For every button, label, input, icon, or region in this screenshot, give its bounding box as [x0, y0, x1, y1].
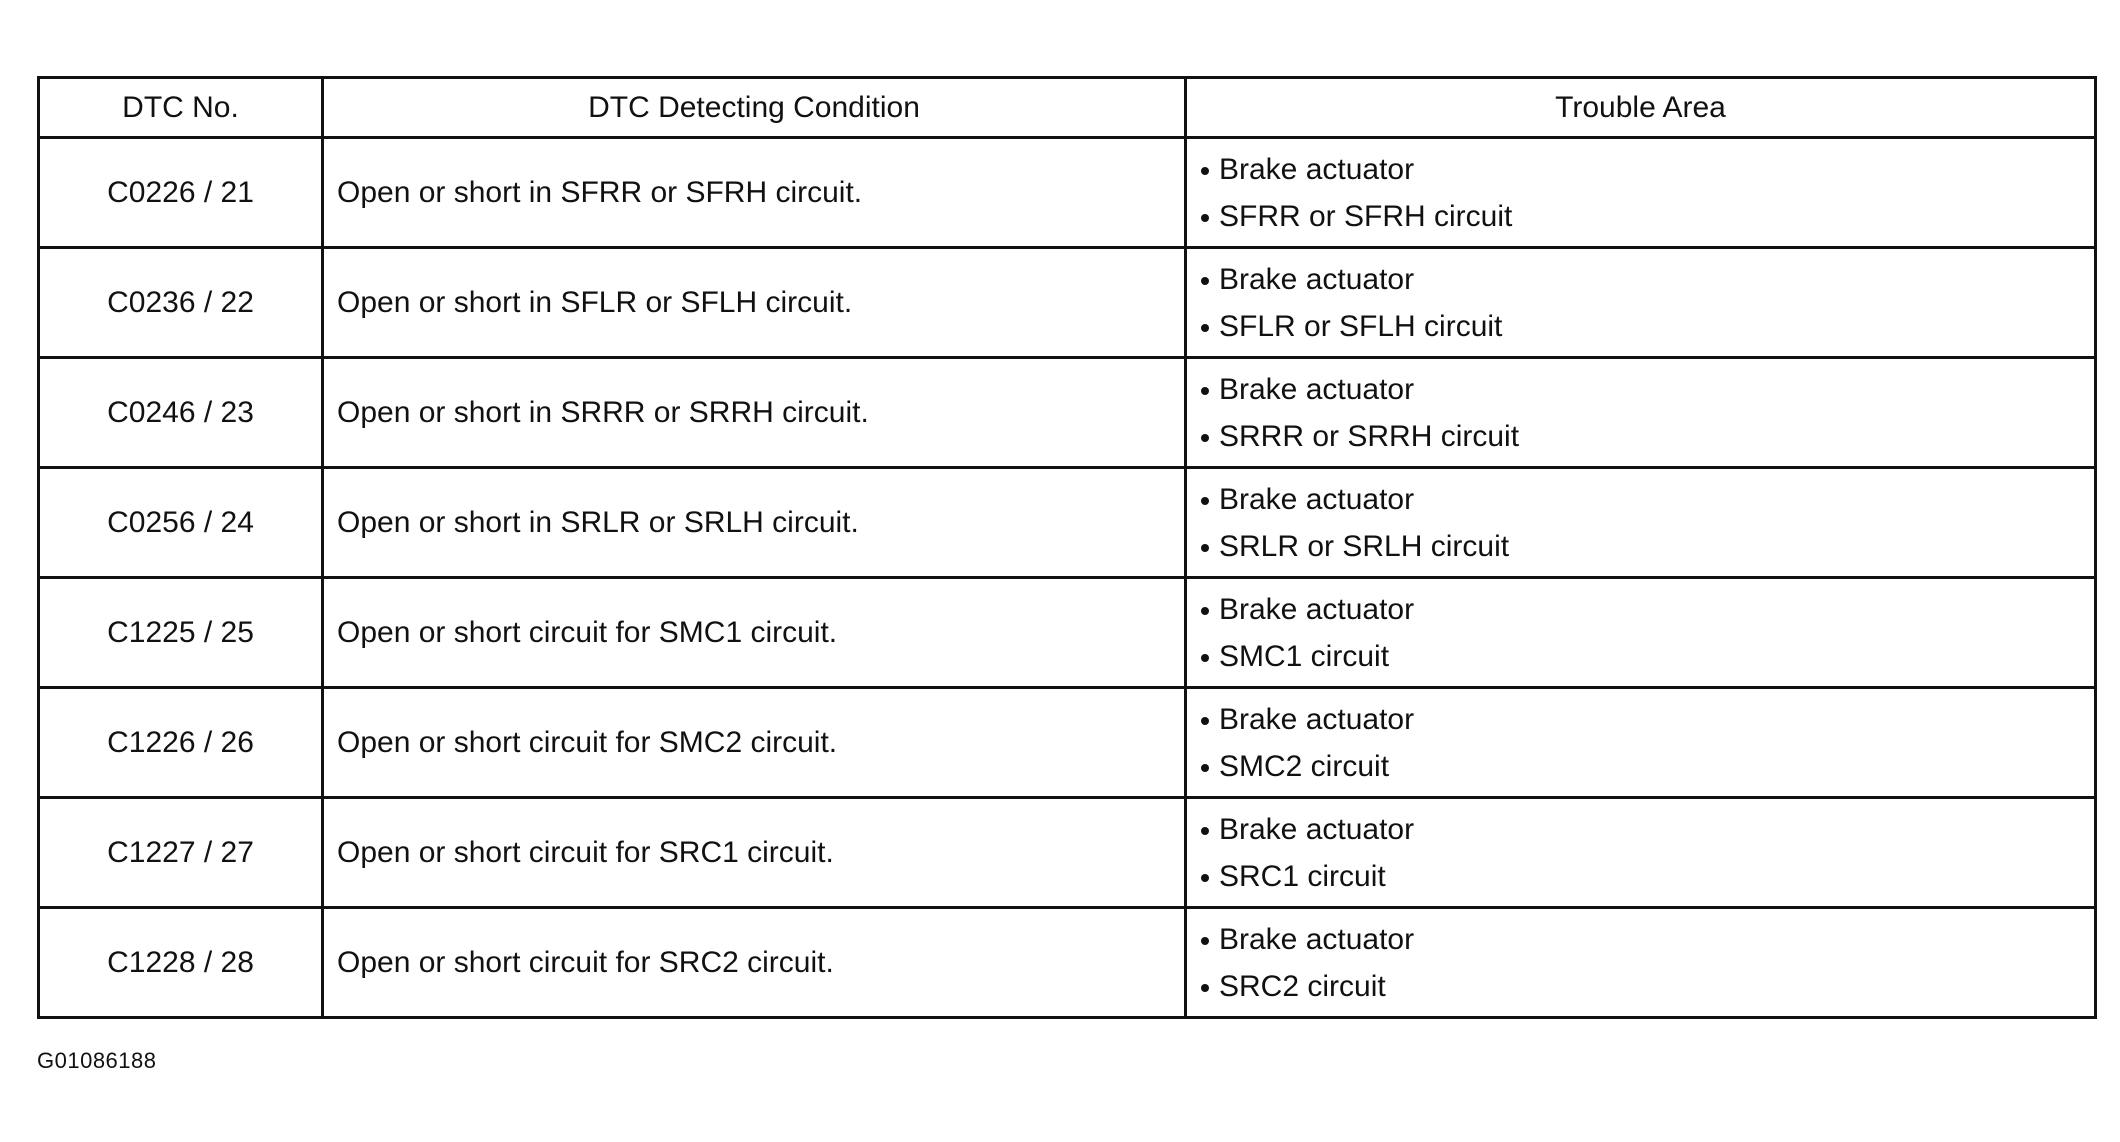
trouble-area-item: Brake actuator: [1199, 916, 2094, 963]
table-row: [39, 578, 2096, 688]
trouble-area-item: Brake actuator: [1199, 806, 2094, 853]
trouble-area-item: SMC2 circuit: [1199, 743, 2094, 790]
trouble-area-list: [1199, 256, 2094, 350]
trouble-area-item: SRC1 circuit: [1199, 853, 2094, 900]
dtc-number-cell: C0256 / 24: [39, 468, 323, 578]
trouble-area-item: SRC2 circuit: [1199, 963, 2094, 1010]
header-trouble-area: Trouble Area: [1186, 78, 2096, 138]
trouble-area-item: SRRR or SRRH circuit: [1199, 413, 2094, 460]
dtc-table: [37, 76, 2097, 1019]
trouble-area-list: [1199, 586, 2094, 680]
detecting-condition-cell: Open or short in SFLR or SFLH circuit.: [323, 248, 1186, 358]
table-row: [39, 688, 2096, 798]
detecting-condition-cell: Open or short circuit for SRC1 circuit.: [323, 798, 1186, 908]
trouble-area-list: [1199, 916, 2094, 1010]
table-row: [39, 468, 2096, 578]
table-row: [39, 248, 2096, 358]
trouble-area-item: SMC1 circuit: [1199, 633, 2094, 680]
trouble-area-list: [1199, 146, 2094, 240]
detecting-condition-cell: Open or short in SRLR or SRLH circuit.: [323, 468, 1186, 578]
table-row: [39, 798, 2096, 908]
trouble-area-cell: [1186, 688, 2096, 798]
trouble-area-item: Brake actuator: [1199, 146, 2094, 193]
trouble-area-cell: [1186, 468, 2096, 578]
trouble-area-item: Brake actuator: [1199, 696, 2094, 743]
trouble-area-cell: [1186, 248, 2096, 358]
dtc-number-cell: C1225 / 25: [39, 578, 323, 688]
dtc-number-cell: C0226 / 21: [39, 138, 323, 248]
trouble-area-cell: [1186, 578, 2096, 688]
trouble-area-list: [1199, 476, 2094, 570]
header-detecting-condition: DTC Detecting Condition: [323, 78, 1186, 138]
table-row: [39, 358, 2096, 468]
trouble-area-item: Brake actuator: [1199, 366, 2094, 413]
detecting-condition-cell: Open or short circuit for SMC1 circuit.: [323, 578, 1186, 688]
dtc-number-cell: C0246 / 23: [39, 358, 323, 468]
detecting-condition-cell: Open or short circuit for SMC2 circuit.: [323, 688, 1186, 798]
trouble-area-item: Brake actuator: [1199, 476, 2094, 523]
trouble-area-item: SFLR or SFLH circuit: [1199, 303, 2094, 350]
trouble-area-cell: [1186, 798, 2096, 908]
trouble-area-item: SRLR or SRLH circuit: [1199, 523, 2094, 570]
dtc-number-cell: C1227 / 27: [39, 798, 323, 908]
table-row: [39, 138, 2096, 248]
header-row: [39, 78, 2096, 138]
dtc-number-cell: C1228 / 28: [39, 908, 323, 1018]
table-header: [39, 78, 2096, 138]
trouble-area-item: SFRR or SFRH circuit: [1199, 193, 2094, 240]
trouble-area-item: Brake actuator: [1199, 256, 2094, 303]
trouble-area-cell: [1186, 358, 2096, 468]
table-body: [39, 138, 2096, 1018]
dtc-number-cell: C1226 / 26: [39, 688, 323, 798]
trouble-area-list: [1199, 366, 2094, 460]
figure-code: G01086188: [37, 1048, 157, 1073]
dtc-number-cell: C0236 / 22: [39, 248, 323, 358]
trouble-area-item: Brake actuator: [1199, 586, 2094, 633]
trouble-area-cell: [1186, 138, 2096, 248]
header-dtc-no: DTC No.: [39, 78, 323, 138]
trouble-area-list: [1199, 806, 2094, 900]
trouble-area-list: [1199, 696, 2094, 790]
detecting-condition-cell: Open or short in SRRR or SRRH circuit.: [323, 358, 1186, 468]
detecting-condition-cell: Open or short circuit for SRC2 circuit.: [323, 908, 1186, 1018]
trouble-area-cell: [1186, 908, 2096, 1018]
table-row: [39, 908, 2096, 1018]
detecting-condition-cell: Open or short in SFRR or SFRH circuit.: [323, 138, 1186, 248]
